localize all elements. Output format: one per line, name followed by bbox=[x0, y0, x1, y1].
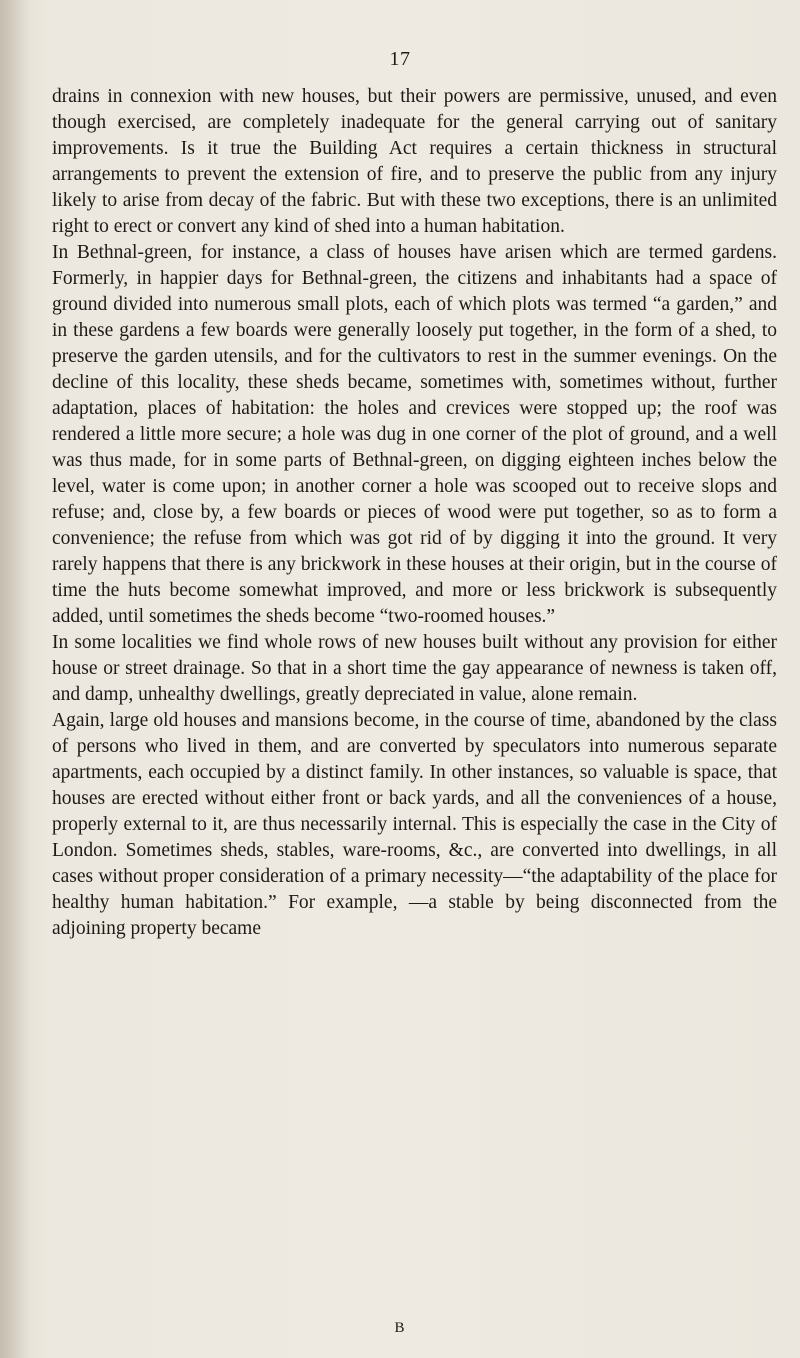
page-number: 17 bbox=[389, 48, 411, 70]
paragraph-2: In Bethnal-green, for instance, a class of houses have arisen which are termed gardens. Formerly, in happier days for Bethnal-green, the citizens and inhabitants had a space of ground divided into numerous small plots, each of which plots was termed “a garden,” and in these gardens a few boards were generally loosely put together, in the form of a shed, to preserve the garden utensils, and for the cultivators to rest in the summer evenings. On the decline of this locality, these sheds became, sometimes with, sometimes without, further adaptation, places of habitation: the holes and crevices were stopped up; the roof was rendered a little more secure; a hole was dug in one corner of the plot of ground, and a well was thus made, for in some parts of Bethnal-green, on digging eighteen inches below the level, water is come upon; in another corner a hole was scooped out to receive slops and refuse; and, close by, a few boards or pieces of wood were put together, so as to form a convenience; the refuse from which was got rid of by digging it into the ground. It very rarely happens that there is any brickwork in these houses at their origin, but in the course of time the huts become somewhat improved, and more or less brickwork is subsequently added, until sometimes the sheds become “two-roomed houses.” bbox=[52, 242, 777, 627]
page-edge-shadow bbox=[0, 0, 30, 1358]
body-text bbox=[52, 84, 777, 942]
signature-mark: B bbox=[394, 1320, 406, 1336]
paragraph-3: In some localities we find whole rows of new houses built without any provision for either house or street drainage. So that in a short time the gay appearance of newness is taken off, and damp, unhealthy dwellings, greatly depreciated in value, alone remain. bbox=[52, 632, 777, 705]
paragraph-4: Again, large old houses and mansions become, in the course of time, abandoned by the class of persons who lived in them, and are converted by speculators into numerous separate apartments, each occupied by a distinct family. In other instances, so valuable is space, that houses are erected without either front or back yards, and all the conveniences of a house, properly external to it, are thus necessarily internal. This is especially the case in the City of London. Sometimes sheds, stables, ware-rooms, &c., are converted into dwellings, in all cases without proper consideration of a primary necessity—“the adaptability of the place for healthy human habitation.” For example, —a stable by being disconnected from the adjoining property became bbox=[52, 710, 777, 939]
paragraph-1: drains in connexion with new houses, but their powers are permissive, unused, and even though exercised, are completely inadequate for the general carrying out of sanitary improvements. Is it true the Building Act requires a certain thickness in structural arrangements to prevent the extension of fire, and to preserve the public from any injury likely to arise from decay of the fabric. But with these two exceptions, there is an unlimited right to erect or convert any kind of shed into a human habitation. bbox=[52, 86, 777, 237]
